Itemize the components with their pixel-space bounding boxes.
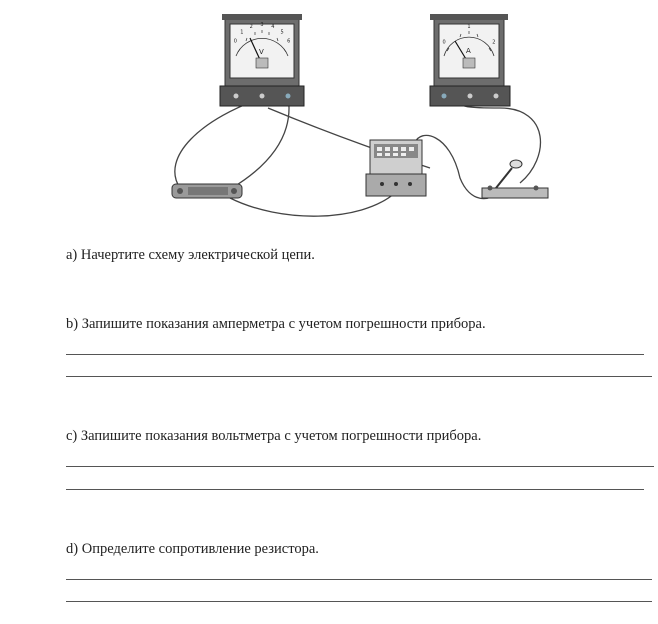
question-c-text: Запишите показания вольтметра с учетом погрешности прибора.: [80, 428, 482, 444]
answer-line-d2[interactable]: [66, 601, 652, 602]
question-c: [66, 428, 481, 445]
question-b-text: Запишите показания амперметра с учетом погрешности прибора.: [81, 316, 486, 332]
question-d-label: d): [66, 541, 79, 557]
ammeter-tick-label: 0: [442, 39, 446, 46]
answer-line-c2[interactable]: [66, 489, 644, 490]
voltmeter-terminal-middle: [260, 94, 265, 99]
ammeter-terminal-right: [494, 94, 499, 99]
ammeter-unit-label: A: [466, 47, 471, 55]
power-source: [366, 140, 426, 196]
answer-line-d1[interactable]: [66, 579, 652, 580]
ammeter-tick-label: 2: [492, 39, 496, 46]
question-a-text: Начертите схему электрической цепи.: [80, 247, 315, 263]
question-b: [66, 316, 486, 333]
voltmeter-tick-label: 3: [260, 22, 264, 28]
resistor: [172, 184, 242, 198]
ammeter-tick-label: 1: [467, 24, 471, 30]
ammeter-terminal-middle: [468, 94, 473, 99]
answer-line-b1[interactable]: [66, 354, 644, 355]
voltmeter-tick-label: 4: [271, 24, 275, 30]
voltmeter-terminal-left: [234, 94, 239, 99]
voltmeter-tick-label: 0: [233, 38, 237, 45]
voltmeter-tick-label: 5: [280, 29, 284, 36]
circuit-illustration: [160, 8, 560, 230]
voltmeter-tick-label: 1: [240, 29, 244, 36]
ammeter-terminal-left: [442, 94, 447, 99]
voltmeter-terminal-right: [286, 94, 291, 99]
switch: [482, 160, 548, 198]
question-a: [66, 247, 315, 264]
question-d: [66, 541, 319, 558]
question-a-label: a): [66, 247, 78, 263]
voltmeter-unit-label: V: [259, 48, 264, 56]
voltmeter-tick-label: 2: [249, 24, 253, 30]
voltmeter-tick-label: 6: [287, 38, 291, 45]
answer-line-c1[interactable]: [66, 466, 654, 467]
question-c-label: c): [66, 428, 78, 444]
question-d-text: Определите сопротивление резистора.: [81, 541, 319, 557]
answer-line-b2[interactable]: [66, 376, 652, 377]
question-b-label: b): [66, 316, 79, 332]
